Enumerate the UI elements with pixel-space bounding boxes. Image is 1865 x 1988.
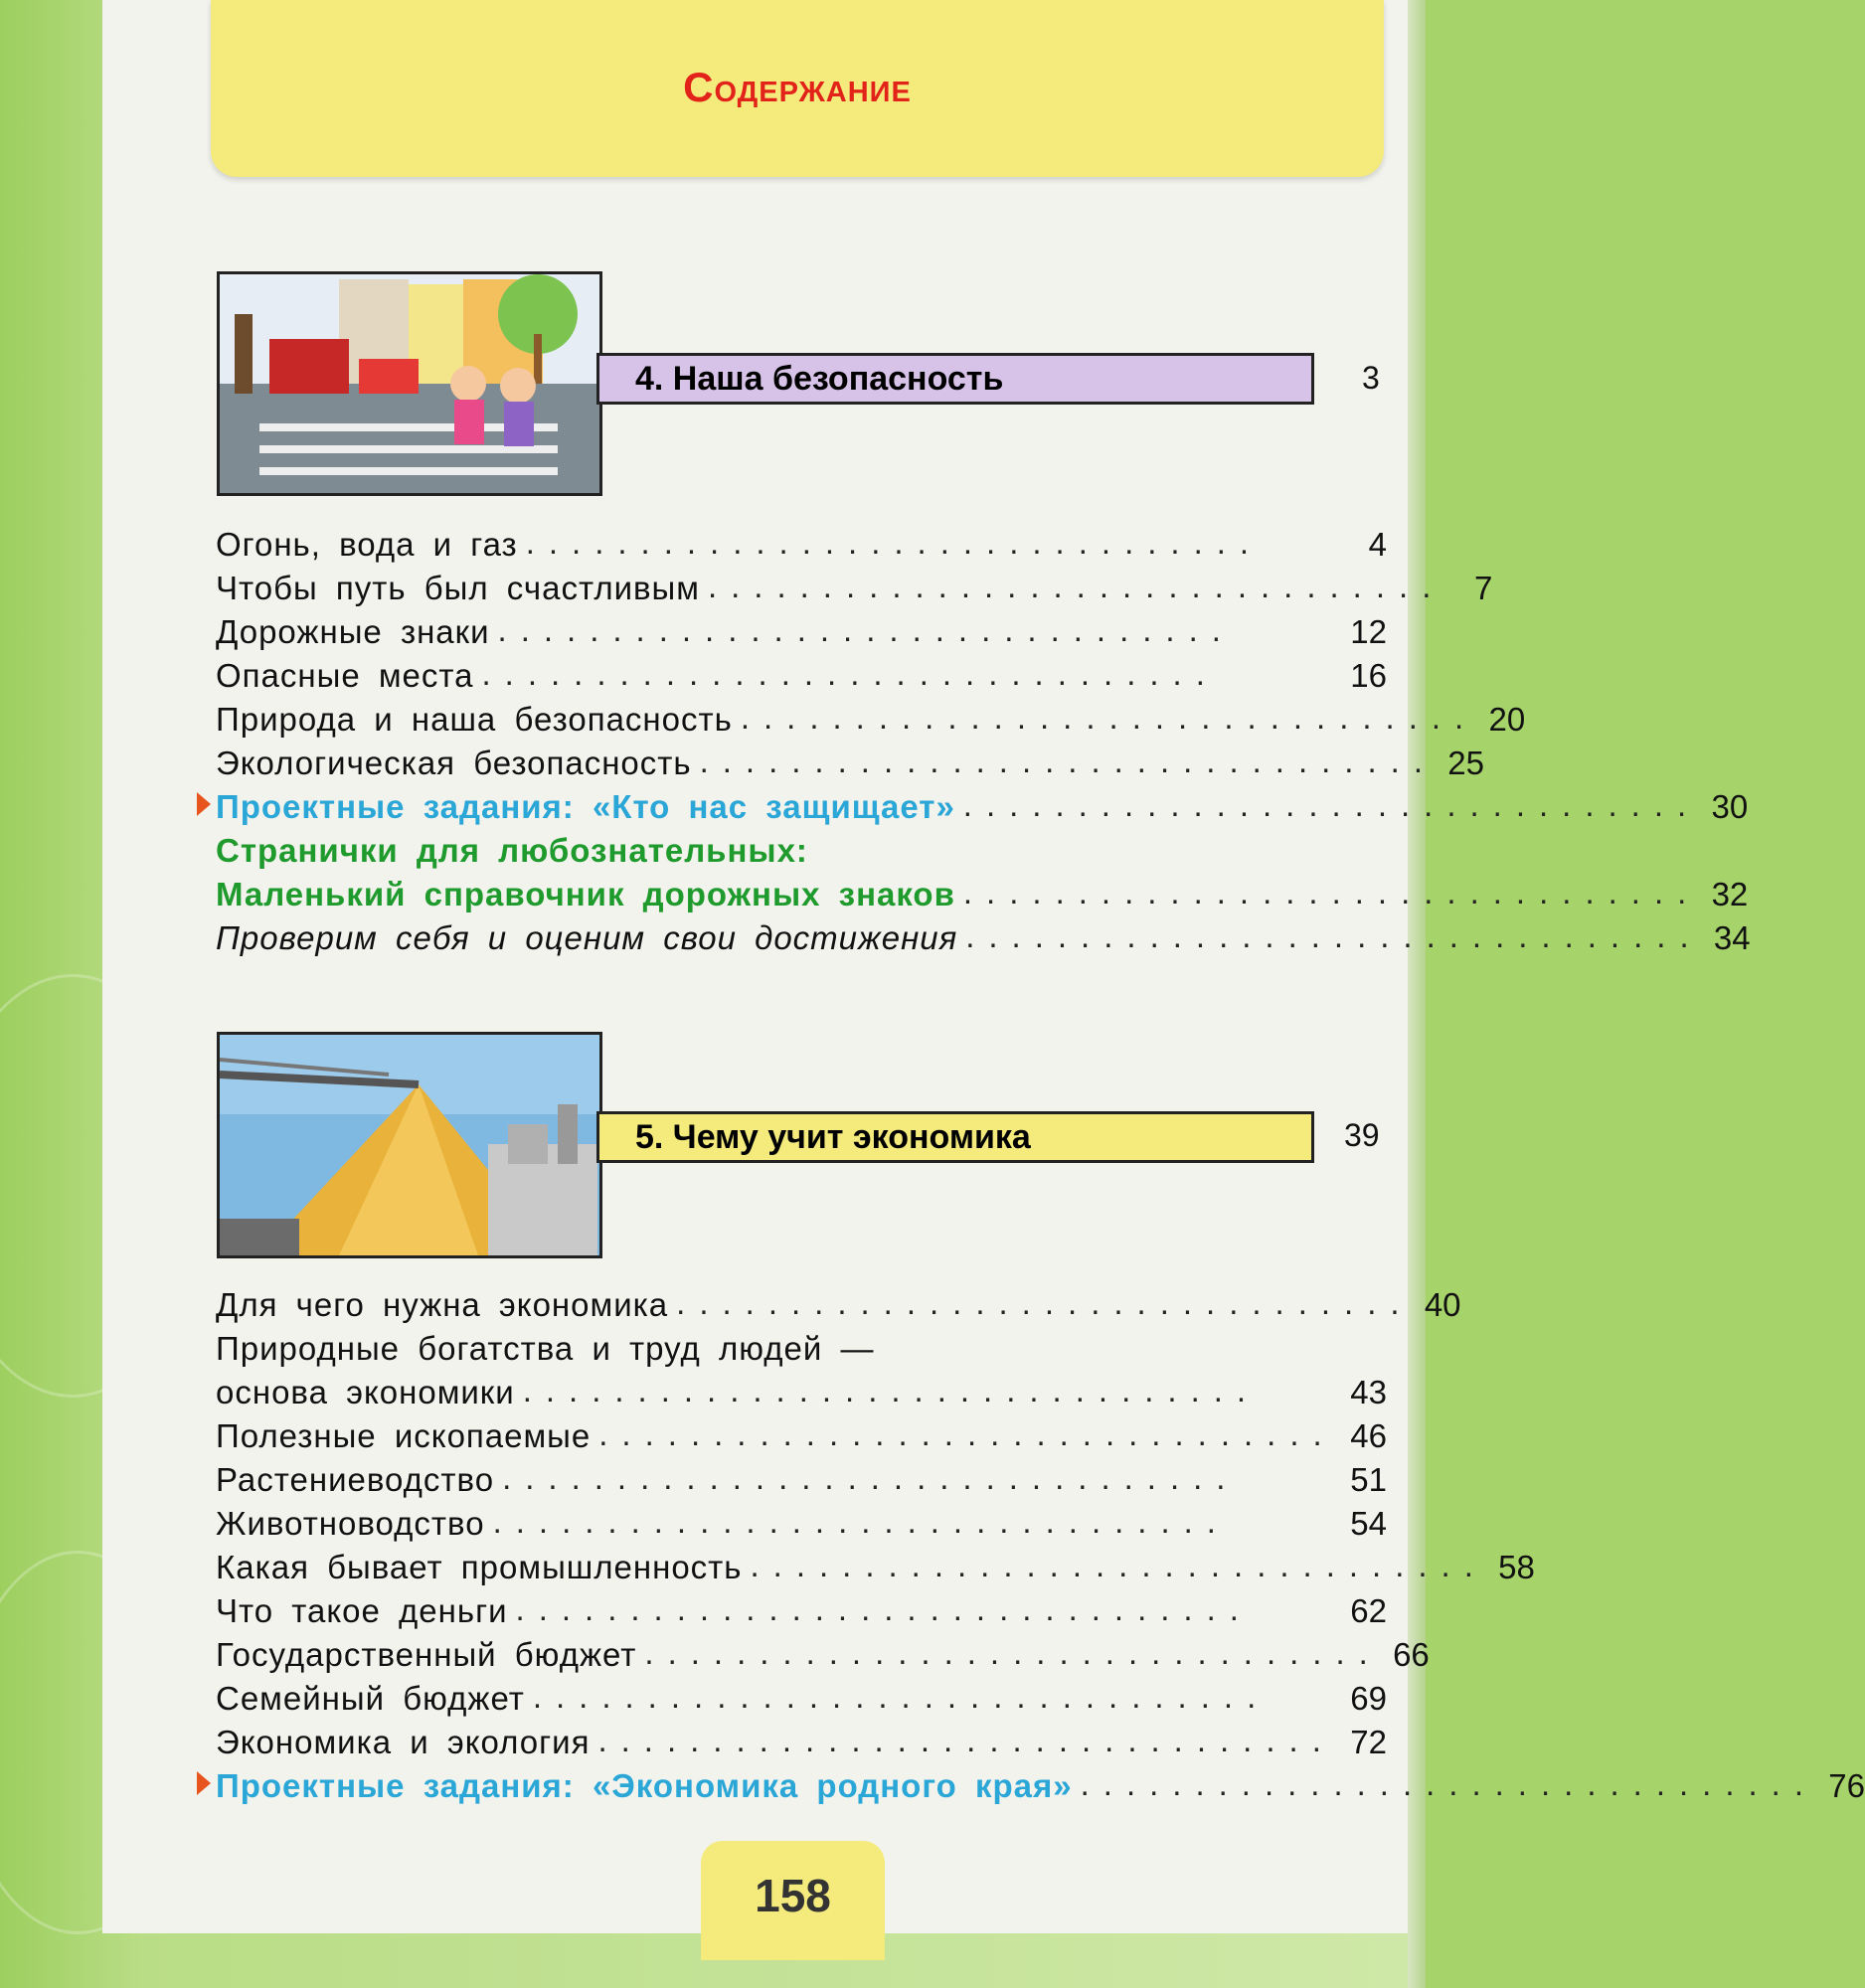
toc-item[interactable]: Для чего нужна экономика ................................ 40 [216, 1284, 1461, 1323]
section-4-page: 3 [1362, 360, 1380, 396]
toc-item-project[interactable]: Проектные задания: «Экономика родного края» ................................ 76 [216, 1765, 1865, 1804]
toc-item[interactable]: Природные богатства и труд людей — [216, 1330, 875, 1367]
section-4-title[interactable]: 4. Наша безопасность [596, 353, 1314, 405]
section-5-title[interactable]: 5. Чему учит экономика [596, 1111, 1314, 1163]
toc-item[interactable]: Экономика и экология ................................ 72 [216, 1722, 1387, 1760]
header-band [211, 0, 1384, 177]
toc-item[interactable]: Экологическая безопасность ................................ 25 [216, 743, 1484, 781]
page-title: Содержание [683, 64, 912, 110]
toc-item[interactable]: Растениеводство ................................ 51 [216, 1459, 1387, 1498]
section-5-page: 39 [1344, 1117, 1380, 1153]
page-edge [1408, 0, 1426, 1988]
toc-item[interactable]: Огонь, вода и газ ................................ 4 [216, 524, 1387, 563]
toc-item-check[interactable]: Проверим себя и оценим свои достижения ................................ 34 [216, 917, 1751, 956]
toc-item[interactable]: Что такое деньги ................................ 62 [216, 1590, 1387, 1629]
toc-item[interactable]: Полезные ископаемые ................................ 46 [216, 1415, 1387, 1454]
toc-item-curious[interactable]: Странички для любознательных: [216, 832, 808, 869]
toc-item-curious[interactable]: Маленький справочник дорожных знаков ................................ 32 [216, 874, 1749, 912]
toc-item[interactable]: Природа и наша безопасность ................................ 20 [216, 699, 1526, 738]
toc-item[interactable]: Опасные места ................................ 16 [216, 655, 1387, 694]
road-safety-picture [217, 271, 602, 496]
project-arrow-icon [197, 792, 211, 816]
toc-item[interactable]: Дорожные знаки ................................ 12 [216, 611, 1387, 650]
toc-item[interactable]: Чтобы путь был счастливым ................................ 7 [216, 568, 1493, 606]
toc-item[interactable]: основа экономики ................................ 43 [216, 1372, 1387, 1410]
toc-item[interactable]: Какая бывает промышленность ................................ 58 [216, 1547, 1535, 1585]
economy-picture [217, 1032, 602, 1258]
toc-item[interactable]: Государственный бюджет ................................ 66 [216, 1634, 1430, 1673]
toc-item[interactable]: Семейный бюджет ................................ 69 [216, 1678, 1387, 1717]
project-arrow-icon [197, 1771, 211, 1795]
toc-item-project[interactable]: Проектные задания: «Кто нас защищает» ................................ 30 [216, 786, 1749, 825]
page-number: 158 [755, 1870, 831, 1921]
toc-item[interactable]: Животноводство ................................ 54 [216, 1503, 1387, 1542]
